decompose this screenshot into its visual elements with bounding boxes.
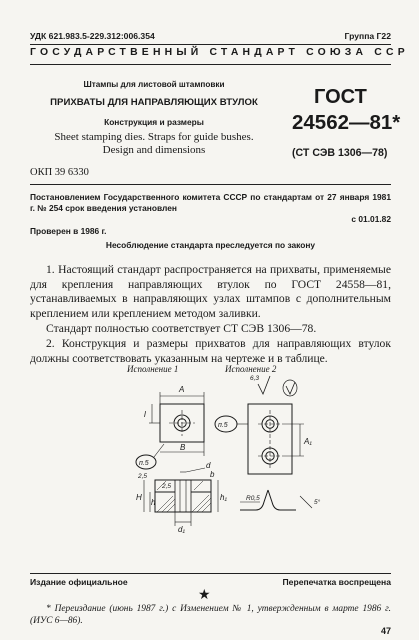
reprint-prohibited: Перепечатка воспрещена [282,577,391,587]
strap-drawing [100,372,350,562]
star-icon: ★ [198,588,211,603]
title-rule [30,184,391,185]
page-number: 47 [380,626,391,636]
dim-label-A1: A₁ [304,437,312,446]
paragraph-design: 2. Конструкция и размеры прихватов для направляющих втулок должны соответствовать указанным на чертеже и в таблице. [30,337,391,365]
dim-label-H: H [136,493,142,502]
official-edition: Издание официальное [30,577,128,587]
udk-code: УДК 621.983.5-229.312:006.354 [30,31,155,41]
law-warning: Несоблюдение стандарта преследуется по закону [105,240,316,250]
subtitle-en-line: Design and dimensions [102,143,206,156]
footer-rule [30,573,391,574]
gost-label: ГОСТ [314,86,367,108]
callout-label-1: п.5 [139,460,149,467]
paragraph-conformance: Стандарт полностью соответствует СТ СЭВ 1306—78. [46,322,317,335]
variant-2-caption: Исполнение 2 [225,364,277,374]
standard-category: Штампы для листовой штамповки [83,80,225,89]
banner-rule [30,64,391,65]
gost-number: 24562—81* [292,111,401,134]
header-rule [30,44,391,45]
standard-banner: ГОСУДАРСТВЕННЫЙ СТАНДАРТ СОЮЗА ССР [30,47,409,58]
chamfer-label-2: 2,5 [162,483,172,490]
dim-label-b: b [210,470,215,479]
paragraph-scope: 1. Настоящий стандарт распространяется на прихваты, применяемые для крепления направляющих втулок по ГОСТ 24558—81, устанавливаемых в направляющих узлах штампов с дополнительным креплением или креплением методом заливки. [30,263,391,320]
roughness-mark [258,376,270,394]
cmea-standard: (СТ СЭВ 1306—78) [292,147,388,159]
dim-label-A: A [179,385,185,394]
standard-subtitle-ru: Конструкция и размеры [104,117,204,127]
dim-label-B: B [180,443,186,452]
title-en-line: Sheet stamping dies. Straps for guide bushes. [54,131,254,143]
standard-title-ru: ПРИХВАТЫ ДЛЯ НАПРАВЛЯЮЩИХ ВТУЛОК [50,97,258,108]
dim-label-d: d [206,461,211,470]
chamfer-label-1: 2,5 [138,473,148,480]
dim-label-d1: d₁ [178,525,185,534]
callout-label-2: п.5 [218,422,228,429]
dim-label-h1: h₁ [220,493,227,502]
angle-label: 5° [314,499,321,506]
effective-date: с 01.01.82 [351,214,391,224]
dim-label-l: l [144,410,146,419]
group-code: Группа Г22 [344,31,391,41]
okp-code: ОКП 39 6330 [30,167,89,178]
standard-title-en [30,131,278,156]
radius-label: R0,5 [246,495,260,502]
roughness-label: 6,3 [250,375,260,382]
decree-text: Постановлением Государственного комитета СССР по стандартам от 27 января 1981 г. № 254 срок введения установлен [30,192,391,213]
checked-year: Проверен в 1986 г. [30,226,107,236]
reissue-note: * Переиздание (июнь 1987 г.) с Изменением № 1, утвержденным в марте 1986 г. (ИУС 6—86). [30,604,391,626]
dim-label-h: h [151,498,156,507]
variant-1-caption: Исполнение 1 [127,364,179,374]
